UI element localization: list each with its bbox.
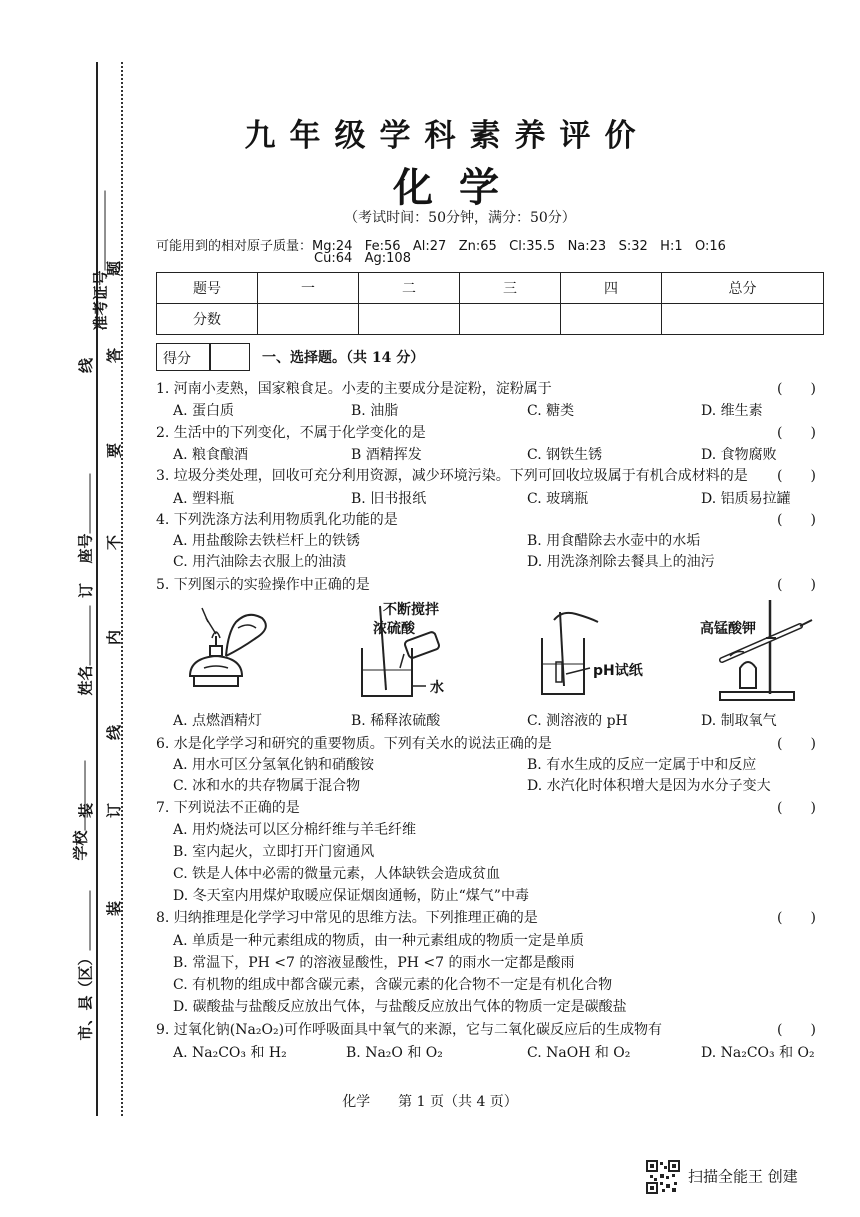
answer-paren[interactable]: ( ) <box>777 577 816 593</box>
question-stem: 3. 垃圾分类处理，回收可充分利用资源，减少环境污染。下列可回收垃圾属于有机合成材料的是 <box>156 468 748 484</box>
figure-label: pH试纸 <box>593 663 643 679</box>
option: B. 旧书报纸 <box>351 491 427 507</box>
answer-paren[interactable]: ( ) <box>777 468 816 484</box>
fold-word: 要 <box>105 442 124 459</box>
option: C. 玻璃瓶 <box>527 491 589 507</box>
option: C. 铁是人体中必需的微量元素，人体缺铁会造成贫血 <box>173 866 501 882</box>
fold-word: 不 <box>105 534 124 551</box>
figure-label: 不断搅拌 <box>383 602 439 618</box>
question-stem: 6. 水是化学学习和研究的重要物质。下列有关水的说法正确的是 <box>156 736 552 752</box>
option: D. 用洗涤剂除去餐具上的油污 <box>527 554 715 570</box>
score-cell[interactable] <box>460 304 561 335</box>
option: A. Na₂CO₃ 和 H₂ <box>173 1045 287 1061</box>
fold-word: 线 <box>105 724 124 741</box>
score-table-row <box>157 304 824 335</box>
school-label: 学校 <box>70 760 91 860</box>
option: C. 测溶液的 pH <box>527 713 628 729</box>
option: B 酒精挥发 <box>351 447 422 463</box>
option: D. 食物腐败 <box>701 447 777 463</box>
option: D. 水汽化时体积增大是因为水分子变大 <box>527 778 771 794</box>
table-cell: 题号 <box>157 273 258 304</box>
option: B. 有水生成的反应一定属于中和反应 <box>527 757 757 773</box>
question-stem: 2. 生活中的下列变化，不属于化学变化的是 <box>156 425 426 441</box>
option: A. 粮食酿酒 <box>173 447 249 463</box>
option: A. 点燃酒精灯 <box>173 713 263 729</box>
option: C. 糖类 <box>527 403 575 419</box>
figure-oxygen-prep <box>700 598 820 704</box>
score-table <box>156 272 824 335</box>
fold-word: 订 <box>77 582 96 599</box>
question-stem: 8. 归纳推理是化学学习中常见的思维方法。下列推理正确的是 <box>156 910 538 926</box>
score-table-header-row <box>157 273 824 304</box>
table-cell: 分数 <box>157 304 258 335</box>
figure-label: 高锰酸钾 <box>700 621 756 637</box>
option: A. 用盐酸除去铁栏杆上的铁锈 <box>173 533 361 549</box>
fold-word: 装 <box>77 802 96 819</box>
table-cell: 一 <box>258 273 359 304</box>
exam-title: 九年级学科素养评价 <box>244 118 650 154</box>
figure-alcohol-lamp <box>176 598 286 704</box>
option: C. NaOH 和 O₂ <box>527 1045 631 1061</box>
answer-paren[interactable]: ( ) <box>777 381 816 397</box>
question-stem: 1. 河南小麦熟，国家粮食足。小麦的主要成分是淀粉，淀粉属于 <box>156 381 552 397</box>
option: A. 用灼烧法可以区分棉纤维与羊毛纤维 <box>173 822 417 838</box>
option: D. 碳酸盐与盐酸反应放出气体，与盐酸反应放出气体的物质一定是碳酸盐 <box>173 999 627 1015</box>
table-cell: 三 <box>460 273 561 304</box>
option: B. 用食醋除去水壶中的水垢 <box>527 533 701 549</box>
exam-info: （考试时间：50分钟，满分：50分） <box>344 210 576 226</box>
figure-label: 浓硫酸 <box>373 621 415 637</box>
atomic-mass-line-2: Cu:64 Ag:108 <box>314 251 411 266</box>
option: D. 维生素 <box>701 403 763 419</box>
seat-number-label: 座号 <box>75 473 96 563</box>
option: D. Na₂CO₃ 和 O₂ <box>701 1045 815 1061</box>
fold-word: 题 <box>105 260 124 277</box>
score-cell[interactable] <box>359 304 460 335</box>
figure-label: 水 <box>430 680 444 696</box>
option: C. 钢铁生锈 <box>527 447 603 463</box>
fold-word: 内 <box>105 629 124 646</box>
option: B. 常温下，PH <7 的溶液显酸性，PH <7 的雨水一定都是酸雨 <box>173 955 575 971</box>
option: A. 蛋白质 <box>173 403 235 419</box>
fold-word: 装 <box>105 900 124 917</box>
option: C. 有机物的组成中都含碳元素，含碳元素的化合物不一定是有机化合物 <box>173 977 613 993</box>
question-stem: 5. 下列图示的实验操作中正确的是 <box>156 577 370 593</box>
score-cell[interactable] <box>662 304 824 335</box>
atomic-mass-line-1: 可能用到的相对原子质量：Mg:24 Fe:56 Al:27 Zn:65 Cl:35.5 Na:23 S:32 H:1 O:16 <box>156 239 726 254</box>
figure-ph-test <box>532 598 642 704</box>
subject-title: 化学 <box>393 164 525 211</box>
scanner-watermark <box>646 1160 798 1194</box>
question-stem: 7. 下列说法不正确的是 <box>156 800 300 816</box>
option: B. 稀释浓硫酸 <box>351 713 441 729</box>
option: C. 冰和水的共存物属于混合物 <box>173 778 361 794</box>
table-cell: 二 <box>359 273 460 304</box>
option: C. 用汽油除去衣服上的油渍 <box>173 554 347 570</box>
answer-paren[interactable]: ( ) <box>777 425 816 441</box>
fold-word: 答 <box>105 347 124 364</box>
answer-paren[interactable]: ( ) <box>777 1022 816 1038</box>
option: A. 单质是一种元素组成的物质，由一种元素组成的物质一定是单质 <box>173 933 585 949</box>
score-box-label: 得分 <box>163 351 191 367</box>
answer-paren[interactable]: ( ) <box>777 736 816 752</box>
question-stem: 4. 下列洗涤方法利用物质乳化功能的是 <box>156 512 398 528</box>
option: B. Na₂O 和 O₂ <box>346 1045 443 1061</box>
name-label: 姓名 <box>75 605 96 695</box>
option: A. 用水可区分氢氧化钠和硝酸铵 <box>173 757 375 773</box>
answer-paren[interactable]: ( ) <box>777 512 816 528</box>
option: B. 室内起火，立即打开门窗通风 <box>173 844 375 860</box>
qr-code-icon <box>646 1160 680 1194</box>
section-heading: 一、选择题。（共 14 分） <box>262 350 425 366</box>
table-cell: 四 <box>561 273 662 304</box>
option: D. 铝质易拉罐 <box>701 491 791 507</box>
option: A. 塑料瓶 <box>173 491 235 507</box>
fold-word: 线 <box>77 357 96 374</box>
page-footer: 化学 第 1 页（共 4 页） <box>342 1094 518 1110</box>
fold-word: 订 <box>105 802 124 819</box>
option: D. 制取氧气 <box>701 713 777 729</box>
option: D. 冬天室内用煤炉取暖应保证烟囱通畅，防止“煤气”中毒 <box>173 888 529 904</box>
answer-paren[interactable]: ( ) <box>777 910 816 926</box>
answer-paren[interactable]: ( ) <box>777 800 816 816</box>
table-cell: 总分 <box>662 273 824 304</box>
exam-number-label: 准考证号 <box>90 190 111 330</box>
score-cell[interactable] <box>258 304 359 335</box>
score-cell[interactable] <box>561 304 662 335</box>
section-score-box <box>156 343 250 371</box>
watermark-text: 扫描全能王 创建 <box>688 1167 798 1186</box>
option: B. 油脂 <box>351 403 399 419</box>
district-label: 市、县（区） <box>75 890 96 1040</box>
question-stem: 9. 过氧化钠(Na₂O₂)可作呼吸面具中氧气的来源，它与二氧化碳反应后的生成物有 <box>156 1022 663 1038</box>
